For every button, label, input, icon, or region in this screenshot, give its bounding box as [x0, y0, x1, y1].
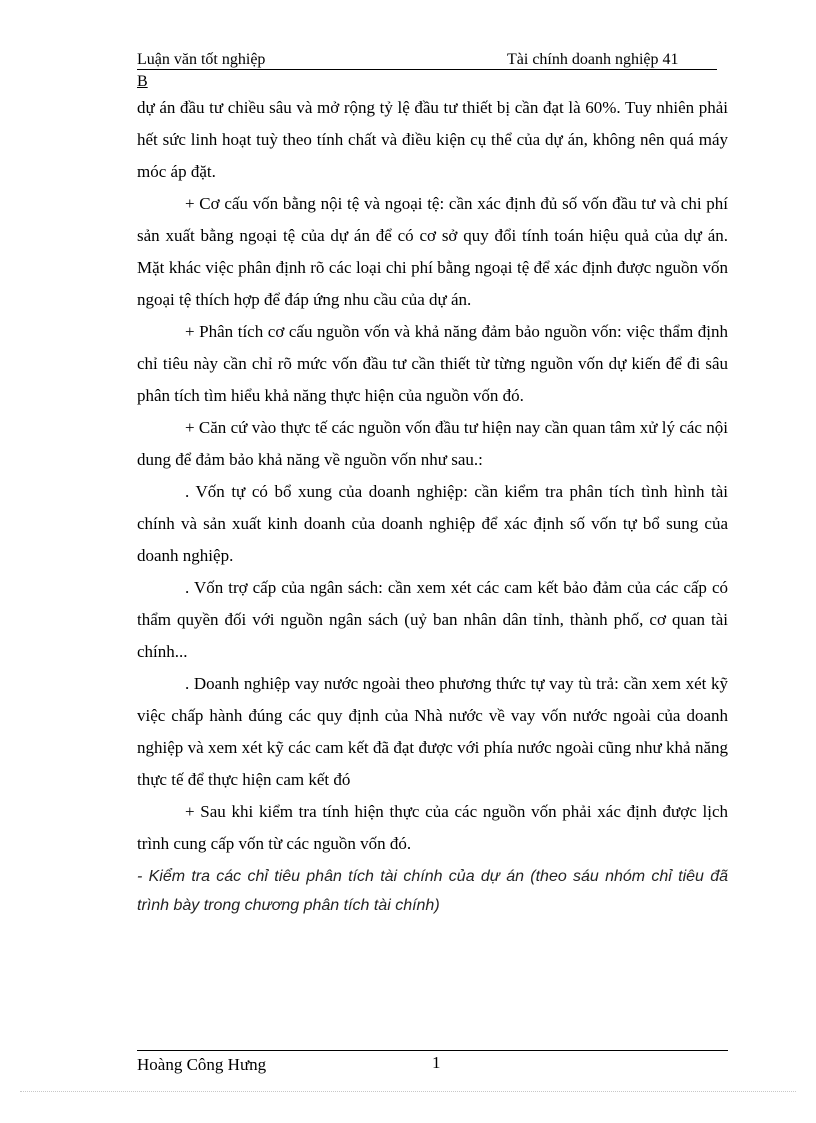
header-rule [137, 69, 717, 70]
paragraph: . Doanh nghiệp vay nước ngoài theo phương thức tự vay tù trả: cần xem xét kỹ việc chấp hành đúng các quy định của Nhà nước về vay vốn nước ngoài của doanh nghiệp và xem xét kỹ các cam kết đã đạt được với phía nước ngoài cũng như khả năng thực tế để thực hiện cam kết đó [137, 674, 728, 789]
paragraph: + Phân tích cơ cấu nguồn vốn và khả năng đảm bảo nguồn vốn: việc thẩm định chỉ tiêu này cần chỉ rõ mức vốn đầu tư cần thiết từ từng nguồn vốn dự kiến để đi sâu phân tích tìm hiểu khả năng thực hiện của nguồn vốn đó. [137, 322, 728, 405]
paragraph: + Sau khi kiểm tra tính hiện thực của các nguồn vốn phải xác định được lịch trình cung cấp vốn từ các nguồn vốn đó. [137, 802, 728, 853]
paragraph: . Vốn tự có bổ xung của doanh nghiệp: cần kiểm tra phân tích tình hình tài chính và sản xuất kinh doanh của doanh nghiệp để xác định số vốn tự bổ sung của doanh nghiệp. [137, 482, 728, 565]
page-number: 1 [432, 1053, 441, 1072]
paragraph: dự án đầu tư chiều sâu và mở rộng tỷ lệ đầu tư thiết bị cần đạt là 60%. Tuy nhiên phải hết sức linh hoạt tuỳ theo tính chất và điều kiện cụ thể của dự án, không nên quá máy móc áp đặt. [137, 98, 728, 181]
footer-author: Hoàng Công Hưng [137, 1055, 267, 1074]
page-bottom-divider [20, 1091, 796, 1092]
footer-rule [137, 1050, 728, 1051]
header-thesis-label: Luận văn tốt nghiệp [137, 51, 266, 68]
header-continuation: B [137, 73, 148, 90]
italic-note-paragraph: - Kiểm tra các chỉ tiêu phân tích tài chính của dự án (theo sáu nhóm chỉ tiêu đã trình bày trong chương phân tích tài chính) [137, 868, 728, 914]
paragraph: . Vốn trợ cấp của ngân sách: cần xem xét các cam kết bảo đảm của các cấp có thẩm quyền đối với nguồn ngân sách (uỷ ban nhân dân tỉnh, thành phố, cơ quan tài chính... [137, 578, 728, 661]
paragraph: + Cơ cấu vốn bằng nội tệ và ngoại tệ: cần xác định đủ số vốn đầu tư và chi phí sản xuất bằng ngoại tệ của dự án để có cơ sở quy đổi tính toán hiệu quả của dự án. Mặt khác việc phân định rõ các loại chi phí bằng ngoại tệ để xác định được nguồn vốn ngoại tệ thích hợp để đáp ứng nhu cầu của dự án. [137, 194, 728, 309]
paragraph: + Căn cứ vào thực tế các nguồn vốn đầu tư hiện nay cần quan tâm xử lý các nội dung để đảm bảo khả năng về nguồn vốn như sau.: [137, 418, 728, 469]
header-subject-label: Tài chính doanh nghiệp 41 [507, 51, 679, 68]
page-header [137, 51, 717, 69]
document-body [137, 92, 728, 920]
